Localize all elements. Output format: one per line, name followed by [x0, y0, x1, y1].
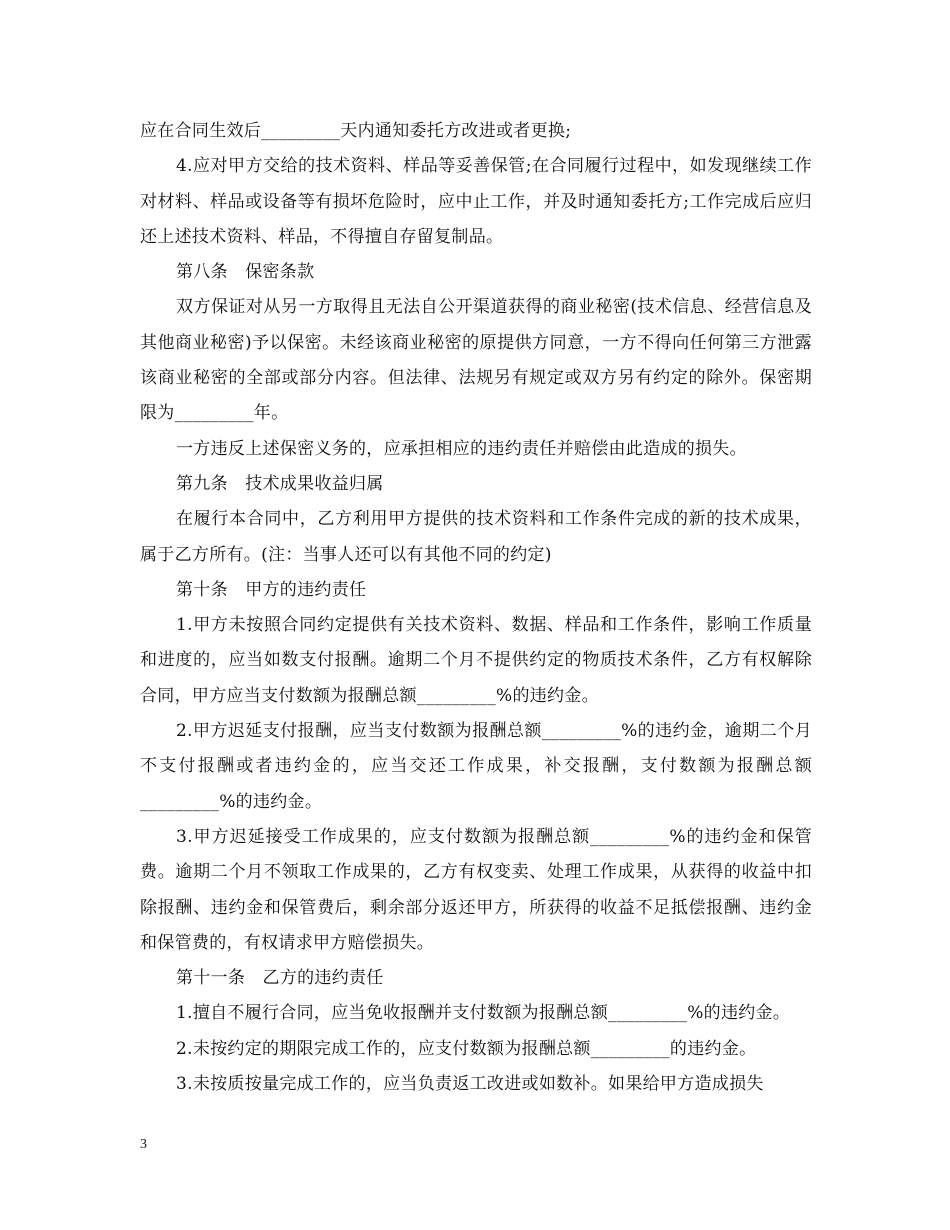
- heading-article-10: 第十条 甲方的违约责任: [176, 579, 367, 600]
- paragraph-party-a-1: 1.甲方未按照合同约定提供有关技术资料、数据、样品和工作条件，影响工作质量和进度的，应当如数支付报酬。逾期二个月不提供约定的物质技术条件，乙方有权解除合同，甲方应当支付数额为报酬总额_________%的违约金。: [140, 615, 812, 706]
- heading-article-11: 第十一条 乙方的违约责任: [176, 968, 384, 989]
- document-body: [140, 114, 812, 1102]
- heading-article-9: 第九条 技术成果收益归属: [176, 473, 384, 494]
- paragraph-tech-results: 在履行本合同中，乙方利用甲方提供的技术资料和工作条件完成的新的技术成果，属于乙方所有。(注：当事人还可以有其他不同的约定): [140, 509, 812, 565]
- heading-article-8: 第八条 保密条款: [176, 262, 315, 283]
- paragraph-party-b-1: 1.擅自不履行合同，应当免收报酬并支付数额为报酬总额_________%的违约金。: [176, 1003, 791, 1024]
- paragraph-continuation: 应在合同生效后_________天内通知委托方改进或者更换;: [140, 121, 572, 141]
- paragraph-confidentiality: 双方保证对从另一方取得且无法自公开渠道获得的商业秘密(技术信息、经营信息及其他商业秘密)予以保密。未经该商业秘密的原提供方同意，一方不得向任何第三方泄露该商业秘密的全部或部分内容。但法律、法规另有规定或双方另有约定的除外。保密期限为_________年。: [140, 297, 812, 424]
- paragraph-party-b-2: 2.未按约定的期限完成工作的，应支付数额为报酬总额_________的违约金。: [176, 1038, 757, 1059]
- paragraph-breach-confidentiality: 一方违反上述保密义务的，应承担相应的违约责任并赔偿由此造成的损失。: [176, 438, 747, 459]
- paragraph-party-a-2: 2.甲方迟延支付报酬，应当支付数额为报酬总额_________%的违约金，逾期二个月不支付报酬或者违约金的，应当交还工作成果，补交报酬，支付数额为报酬总额_________%的违约金。: [140, 721, 812, 812]
- paragraph-item-4: 4.应对甲方交给的技术资料、样品等妥善保管;在合同履行过程中，如发现继续工作对材料、样品或设备等有损坏危险时，应中止工作，并及时通知委托方;工作完成后应归还上述技术资料、样品，不得擅自存留复制品。: [140, 156, 812, 247]
- page-number: 3: [140, 1137, 147, 1152]
- paragraph-party-b-3: 3.未按质按量完成工作的，应当负责返工改进或如数补。如果给甲方造成损失: [176, 1074, 764, 1095]
- paragraph-party-a-3: 3.甲方迟延接受工作成果的，应支付数额为报酬总额_________%的违约金和保管费。逾期二个月不领取工作成果的，乙方有权变卖、处理工作成果，从获得的收益中扣除报酬、违约金和保管费后，剩余部分返还甲方，所获得的收益不足抵偿报酬、违约金和保管费的，有权请求甲方赔偿损失。: [140, 826, 812, 953]
